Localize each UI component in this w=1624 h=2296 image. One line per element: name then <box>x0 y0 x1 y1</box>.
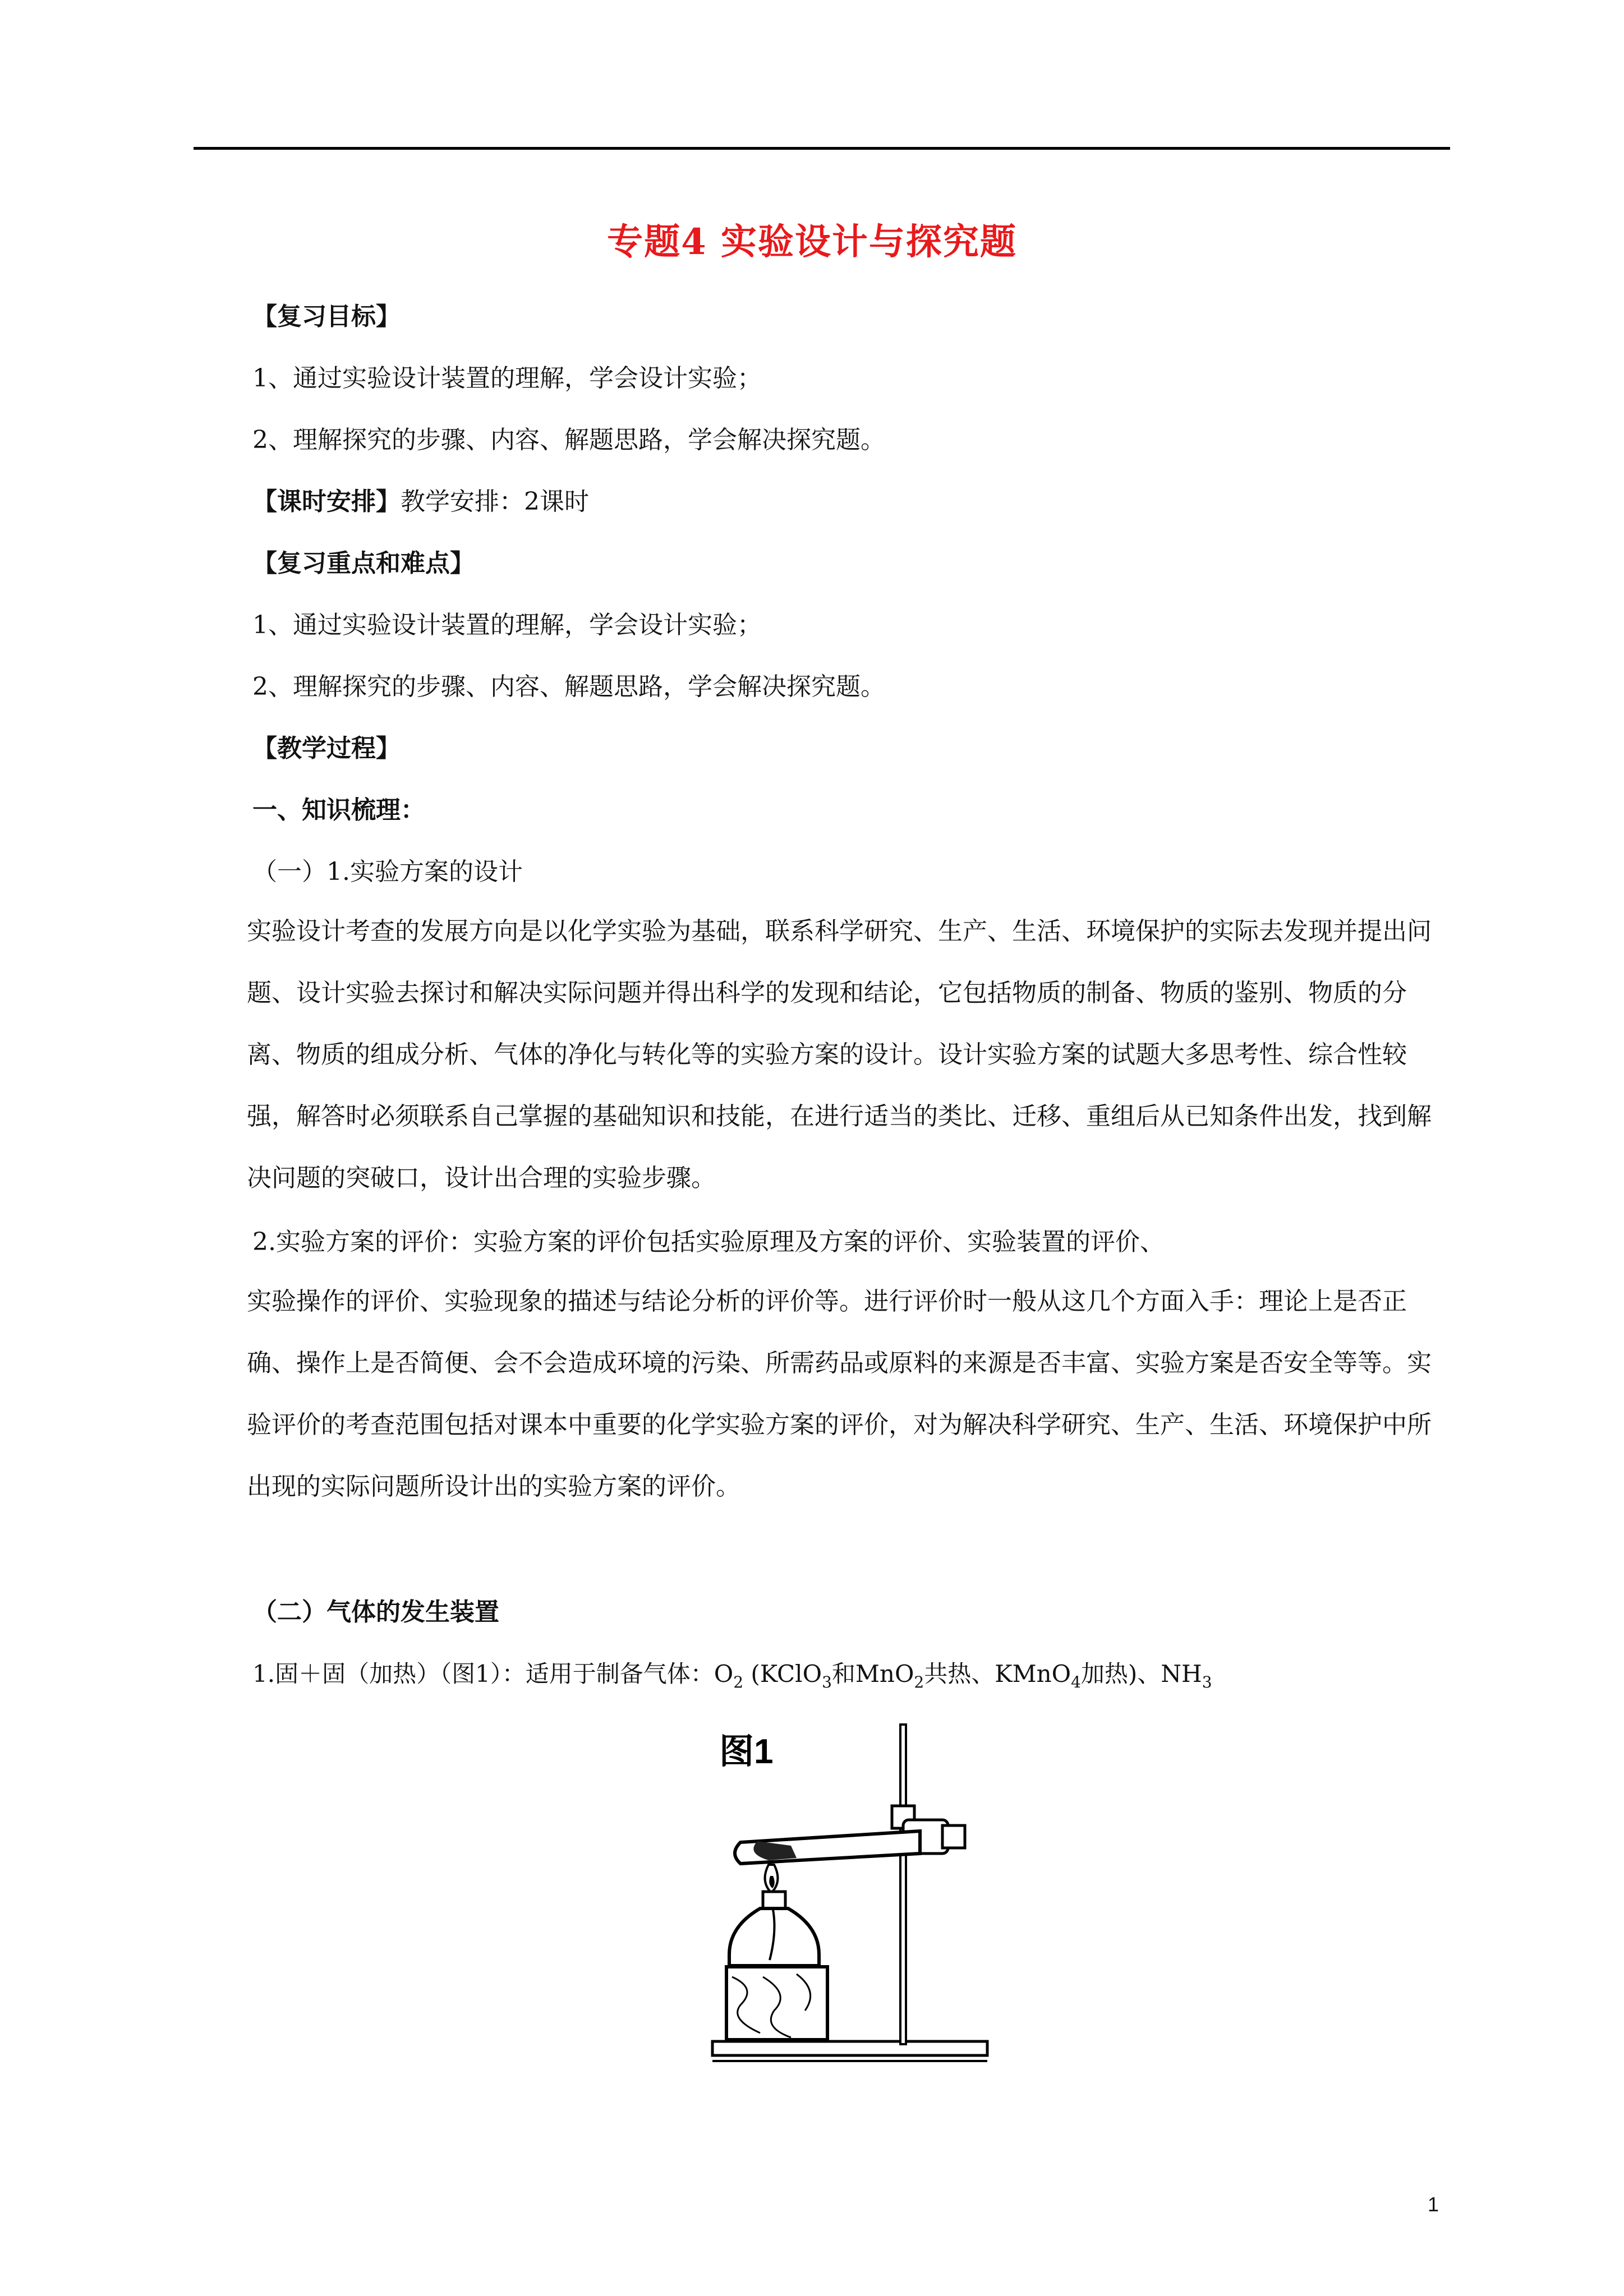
key-item-2: 2、理解探究的步骤、内容、解题思路，学会解决探究题。 <box>252 672 885 701</box>
paragraph-design <box>247 901 1447 1209</box>
key-item-1: 1、通过实验设计装置的理解，学会设计实验； <box>252 611 762 639</box>
paragraph-evaluation-text: 实验操作的评价、实验现象的描述与结论分析的评价等。进行评价时一般从这几个方面入手：理论上是否正确、操作上是否简便、会不会造成环境的污染、所需药品或原料的来源是否丰富、实验方案是否安全等等。实验评价的考查范围包括对课本中重要的化学实验方案的评价，对为解决科学研究、生产、生活、环境保护中所出现的实际问题所设计出的实验方案的评价。 <box>247 1287 1432 1501</box>
goal-item-2: 2、理解探究的步骤、内容、解题思路，学会解决探究题。 <box>252 426 885 454</box>
paragraph-evaluation <box>247 1271 1447 1518</box>
process-heading: 【教学过程】 <box>252 734 401 763</box>
apparatus-mid1: (KClO <box>743 1660 822 1688</box>
goal-item-1: 1、通过实验设计装置的理解，学会设计实验； <box>252 364 762 393</box>
apparatus-mid3: 共热、KMnO <box>924 1660 1071 1688</box>
stand-base <box>712 2041 987 2055</box>
stand-rod <box>900 1725 906 2044</box>
key-points-heading: 【复习重点和难点】 <box>252 549 475 578</box>
sub-one-heading: （一）1.实验方案的设计 <box>252 857 523 886</box>
part-one-heading: 一、知识梳理： <box>252 796 425 824</box>
figure-1 <box>707 1713 999 2072</box>
header-rule <box>194 147 1450 150</box>
sub-2b: 2 <box>914 1673 924 1691</box>
apparatus-mid4: 加热)、NH <box>1080 1660 1202 1688</box>
schedule-text: 教学安排：2课时 <box>401 487 589 516</box>
sub-two-heading: （二）气体的发生装置 <box>252 1598 499 1626</box>
figure-label: 图1 <box>719 1732 774 1771</box>
page-title: 专题4 实验设计与探究题 <box>607 221 1017 263</box>
evaluation-line: 2.实验方案的评价：实验方案的评价包括实验原理及方案的评价、实验装置的评价、 <box>252 1228 1165 1256</box>
sub-3: 3 <box>822 1673 832 1691</box>
page-number: 1 <box>1428 2193 1439 2216</box>
schedule-line <box>252 485 589 519</box>
schedule-heading: 【课时安排】 <box>252 487 401 516</box>
apparatus-line <box>252 1657 1212 1691</box>
paragraph-design-text: 实验设计考查的发展方向是以化学实验为基础，联系科学研究、生产、生活、环境保护的实际去发现并提出问题、设计实验去探讨和解决实际问题并得出科学的发现和结论，它包括物质的制备、物质的鉴别、物质的分离、物质的组成分析、气体的净化与转化等的实验方案的设计。设计实验方案的试题大多思考性、综合性较强，解答时必须联系自己掌握的基础知识和技能，在进行适当的类比、迁移、重组后从已知条件出发，找到解决问题的突破口，设计出合理的实验步骤。 <box>247 917 1432 1192</box>
apparatus-mid2: 和MnO <box>831 1660 914 1688</box>
sub-3b: 3 <box>1202 1673 1212 1691</box>
sub-o2: 2 <box>733 1673 744 1691</box>
sub-4: 4 <box>1071 1673 1081 1691</box>
review-goal-heading: 【复习目标】 <box>252 302 401 331</box>
apparatus-prefix: 1.固＋固（加热）（图1）：适用于制备气体：O <box>252 1660 734 1688</box>
lamp-neck <box>763 1892 785 1908</box>
